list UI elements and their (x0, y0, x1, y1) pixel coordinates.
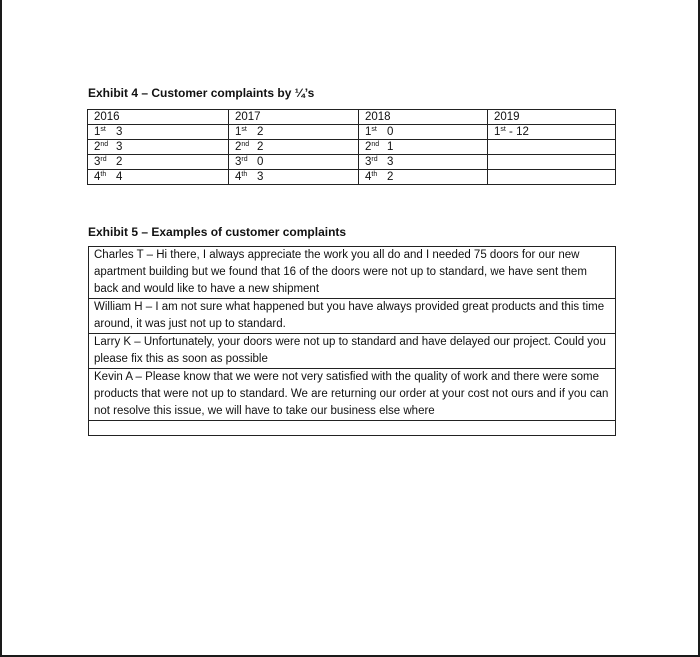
quarter-row-4 (88, 170, 616, 185)
year-2016-header: 2016 (88, 110, 229, 125)
cell-2019-q4 (488, 170, 616, 185)
cell-2016-q1: 1st 3 (88, 125, 229, 140)
cell-2017-q3: 3rd 0 (229, 155, 359, 170)
year-2017-header: 2017 (229, 110, 359, 125)
year-header-row (88, 110, 616, 125)
complaint-row (89, 334, 616, 369)
complaint-text: Charles T – Hi there, I always appreciate the work you all do and I needed 75 doors for our new apartment building but we found that 16 of the doors were not up to standard, we have sent them back and would like to have a new shipment (89, 247, 616, 299)
empty-cell (89, 421, 616, 436)
cell-2018-q4: 4th 2 (359, 170, 488, 185)
cell-2016-q4: 4th 4 (88, 170, 229, 185)
cell-2017-q1: 1st 2 (229, 125, 359, 140)
cell-2017-q2: 2nd 2 (229, 140, 359, 155)
complaints-by-quarter-table (87, 109, 616, 185)
customer-complaints-table (88, 246, 616, 436)
year-2019-header: 2019 (488, 110, 616, 125)
cell-2019-q1: 1st - 12 (488, 125, 616, 140)
cell-2017-q4: 4th 3 (229, 170, 359, 185)
quarter-row-3 (88, 155, 616, 170)
quarter-row-2 (88, 140, 616, 155)
complaint-row (89, 247, 616, 299)
cell-2019-q2 (488, 140, 616, 155)
cell-2016-q3: 3rd 2 (88, 155, 229, 170)
cell-2018-q3: 3rd 3 (359, 155, 488, 170)
cell-2018-q1: 1st 0 (359, 125, 488, 140)
exhibit-4-title: Exhibit 4 – Customer complaints by ¼’s (88, 86, 315, 100)
empty-row (89, 421, 616, 436)
complaint-text: Larry K – Unfortunately, your doors were not up to standard and have delayed our project. Could you please fix this as soon as possible (89, 334, 616, 369)
quarter-row-1 (88, 125, 616, 140)
complaint-text: William H – I am not sure what happened but you have always provided great products and this time around, it was just not up to standard. (89, 299, 616, 334)
complaint-text: Kevin A – Please know that we were not very satisfied with the quality of work and there were some products that were not up to standard. We are returning our order at your cost not ours and if you can not resolve this issue, we will have to take our business else where (89, 369, 616, 421)
complaint-row (89, 369, 616, 421)
cell-2016-q2: 2nd 3 (88, 140, 229, 155)
year-2018-header: 2018 (359, 110, 488, 125)
cell-2019-q3 (488, 155, 616, 170)
cell-2018-q2: 2nd 1 (359, 140, 488, 155)
complaint-row (89, 299, 616, 334)
exhibit-5-title: Exhibit 5 – Examples of customer complaints (88, 225, 347, 239)
